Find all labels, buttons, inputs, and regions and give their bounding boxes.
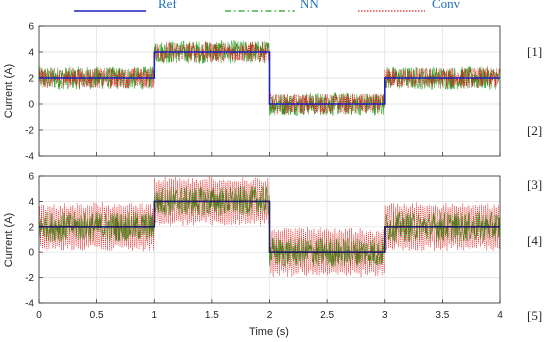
- reference-1: [1]: [527, 44, 543, 59]
- x-tick-label: 3.5: [435, 310, 450, 321]
- y-tick-label: 2: [28, 222, 34, 234]
- reference-4: [4]: [527, 233, 543, 248]
- y-tick-label: -4: [25, 151, 34, 163]
- x-tick-label: 2: [266, 310, 273, 321]
- x-axis-label: Time (s): [249, 326, 289, 338]
- x-tick-label: 1.5: [204, 310, 219, 321]
- x-tick-label: 0: [36, 310, 42, 321]
- legend-nn-label: NN: [300, 0, 319, 11]
- y-tick-label: 0: [28, 99, 34, 111]
- y-tick-label: 4: [28, 196, 34, 208]
- reference-2: [2]: [527, 123, 543, 138]
- legend-ref-label: Ref: [158, 0, 177, 11]
- x-tick-label: 0.5: [89, 310, 104, 321]
- y-tick-label: -2: [25, 273, 34, 285]
- y-tick-label: 6: [28, 21, 34, 33]
- reference-5: [5]: [527, 308, 543, 323]
- legend-conv-label: Conv: [432, 0, 461, 11]
- y-tick-label: 6: [28, 171, 34, 183]
- current-plot-top: [3, 22, 500, 163]
- y-tick-label: -4: [25, 298, 34, 310]
- y-axis-label-bottom: Current (A): [3, 212, 15, 268]
- y-tick-label: 2: [28, 73, 34, 85]
- y-tick-label: 4: [28, 47, 34, 59]
- y-tick-label: 0: [28, 247, 34, 259]
- x-tick-label: 3: [381, 310, 388, 321]
- current-plot-bottom: [3, 172, 503, 339]
- y-axis-label-top: Current (A): [3, 63, 15, 119]
- reference-markers: [527, 44, 542, 323]
- legend: [74, 0, 461, 11]
- y-tick-label: -2: [25, 125, 34, 137]
- x-tick-label: 1: [151, 310, 158, 321]
- x-tick-label: 4: [497, 310, 503, 321]
- reference-3: [3]: [527, 177, 543, 192]
- x-tick-label: 2.5: [320, 310, 335, 321]
